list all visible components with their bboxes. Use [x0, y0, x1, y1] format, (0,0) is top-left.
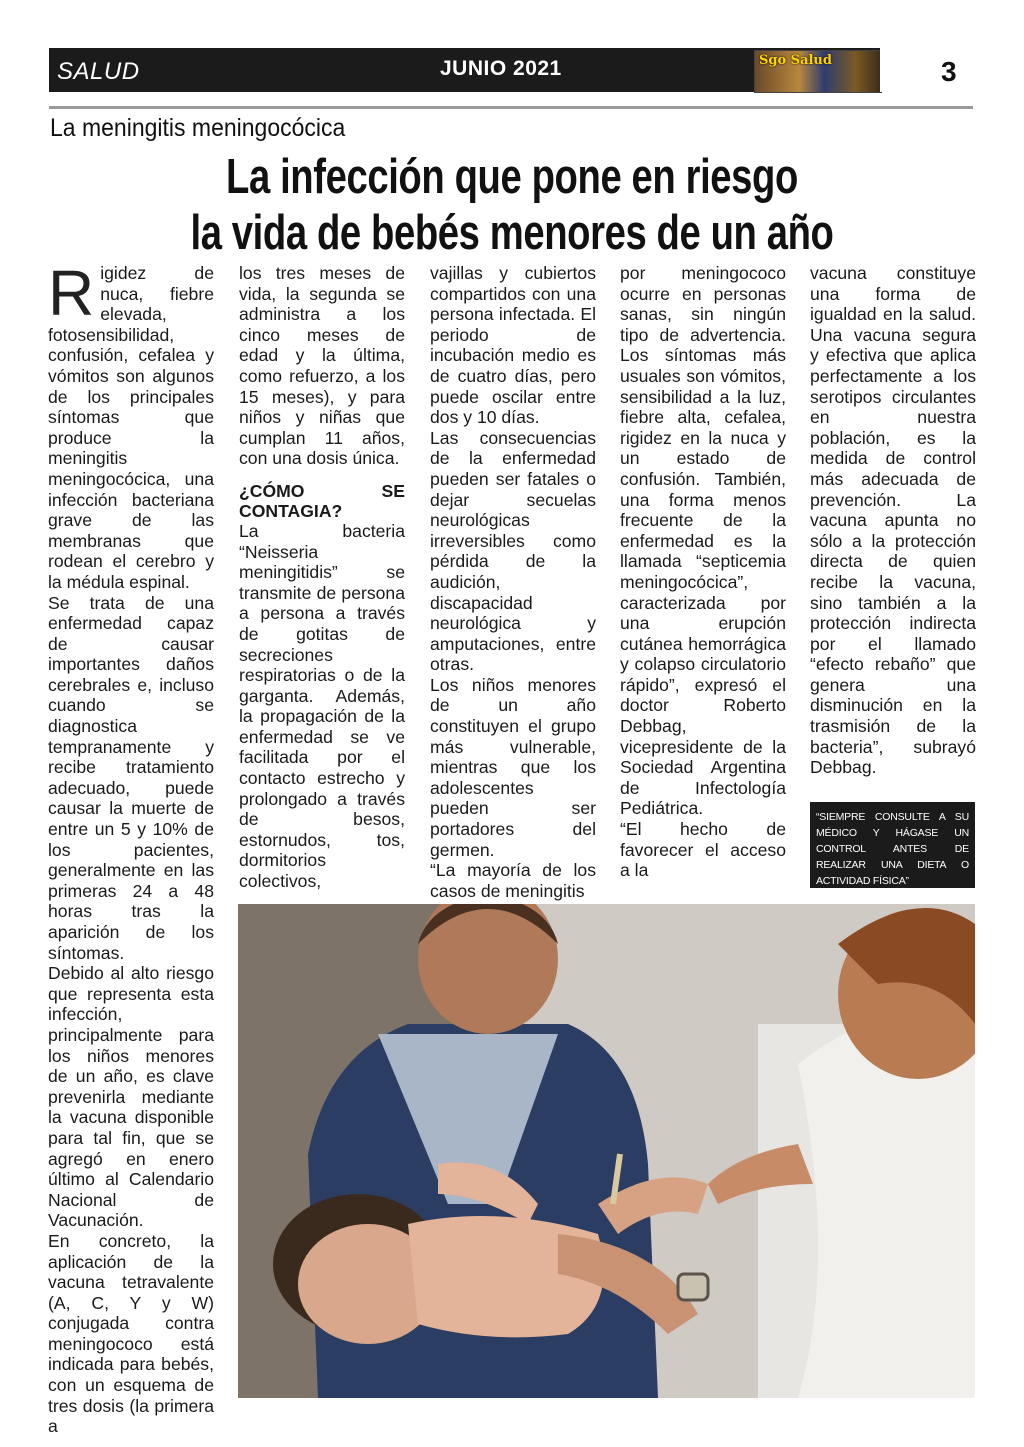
- vaccination-photo: [238, 904, 975, 1398]
- section-label: SALUD: [57, 58, 140, 85]
- page-number: 3: [941, 56, 957, 87]
- header-rule: [49, 106, 973, 109]
- paragraph: por meningococo ocurre en personas sanas, sin ningún tipo de advertencia. Los síntomas más usuales son vómitos, sensibilidad a la luz, fiebre alta, cefalea, rigidez en la nuca y un estado de confusión. También, una forma menos frecuente de la enfermedad es la llamada “septicemia meningocócica”, caracterizada por una erupción cutánea hemorrágica y colapso circulatorio rápido”, expresó el doctor Roberto Debbag, vicepresidente de la Sociedad Argentina de Infectología Pediátrica.: [620, 263, 786, 819]
- publication-logo: [754, 50, 882, 93]
- article-column-2: [239, 263, 405, 892]
- page-number-box: [880, 48, 973, 92]
- paragraph: vacuna constituye una forma de igualdad en la salud. Una vacuna segura y efectiva que aplica perfectamente a los serotipos circulantes en nuestra población, es la medida de control más adecuada de prevención. La vacuna apunta no sólo a la protección directa de quien recibe la vacuna, sino también a la protección indirecta por el llamado “efecto rebaño” que genera una disminución en la trasmisión de la bacteria”, subrayó Debbag.: [810, 263, 976, 778]
- logo-text: Sgo Salud: [759, 53, 832, 68]
- paragraph: La bacteria “Neisseria meningitidis” se transmite de persona a persona a través de gotitas de secreciones respiratorias o de la garganta. Además, la propagación de la enfermedad se ve facilitada por el contacto estrecho y prolongado a través de besos, estornudos, tos, dormitorios colectivos,: [239, 520, 405, 892]
- paragraph: “La mayoría de los casos de meningitis: [430, 860, 596, 901]
- article-column-1: [48, 257, 214, 1437]
- paragraph: Los niños menores de un año constituyen el grupo más vulnerable, mientras que los adolescentes pueden ser portadores del germen.: [430, 674, 596, 860]
- article-column-3: [430, 263, 596, 901]
- article-kicker: La meningitis meningocócica: [50, 114, 346, 142]
- photo-illustration: [238, 904, 975, 1398]
- issue-date: JUNIO 2021: [440, 57, 562, 80]
- paragraph: vajillas y cubiertos compartidos con una persona infectada. El periodo de incubación medio es de cuatro días, pero puede oscilar entre dos y 10 días.: [430, 263, 596, 428]
- paragraph: Debido al alto riesgo que representa esta infección, principalmente para los niños menores de un año, es clave prevenirla mediante la vacuna disponible para tal fin, que se agregó en enero último al Calendario Nacional de Vacunación.: [48, 963, 214, 1231]
- advice-box: “SIEMPRE CONSULTE A SU MÉDICO Y HÁGASE UN CONTROL ANTES DE REALIZAR UNA DIETA O ACTIVIDAD FÍSICA”: [810, 802, 975, 888]
- drop-cap: R: [48, 257, 95, 329]
- paragraph: En concreto, la aplicación de la vacuna tetravalente (A, C, Y y W) conjugada contra meningococo está indicada para bebés, con un esquema de tres dosis (la primera a: [48, 1230, 214, 1437]
- paragraph: “El hecho de favorecer el acceso a la: [620, 819, 786, 881]
- paragraph: Se trata de una enfermedad capaz de causar importantes daños cerebrales e, incluso cuando se diagnostica tempranamente y recibe tratamiento adecuado, puede causar la muerte de entre un 5 y 10% de los pacientes, generalmente en las primeras 24 a 48 horas tras la aparición de los síntomas.: [48, 592, 214, 963]
- subheading: ¿CÓMO SE CONTAGIA?: [239, 480, 405, 521]
- headline-line-2: la vida de bebés menores de un año: [190, 206, 834, 260]
- paragraph: igidez de nuca, fiebre elevada, fotosensibilidad, confusión, cefalea y vómitos son algunos de los principales síntomas que produce la meningitis meningocócica, una infección bacteriana grave de las membranas que rodean el cerebro y la médula espinal.: [48, 263, 214, 592]
- headline-line-1: La infección que pone en riesgo: [226, 150, 798, 204]
- article-column-4: [620, 263, 786, 881]
- article-column-5: [810, 263, 976, 778]
- paragraph: los tres meses de vida, la segunda se administra a los cinco meses de edad y la última, como refuerzo, a los 15 meses), y para niños y niñas que cumplan 11 años, con una dosis única.: [239, 263, 405, 469]
- paragraph: Las consecuencias de la enfermedad pueden ser fatales o dejar secuelas neurológicas irreversibles como pérdida de la audición, discapacidad neurológica y amputaciones, entre otras.: [430, 427, 596, 675]
